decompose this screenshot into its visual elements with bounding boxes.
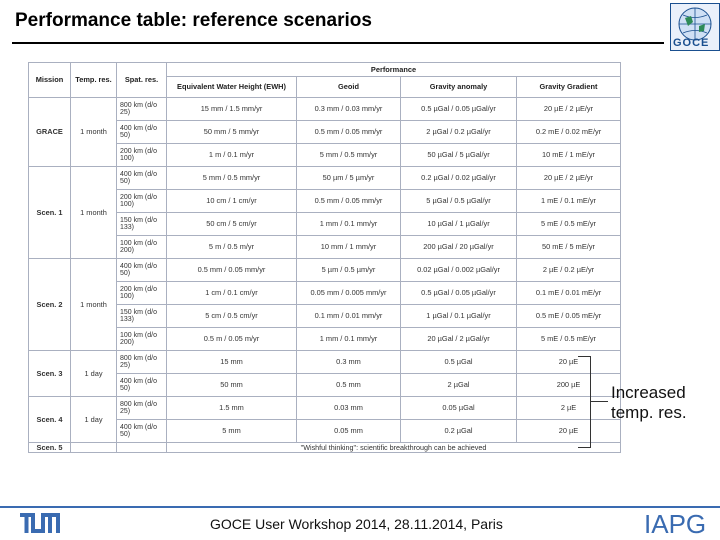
table-row: [29, 121, 621, 144]
mission-cell: Scen. 4: [29, 397, 71, 443]
geoid-cell: 5 µm / 0.5 µm/yr: [297, 259, 401, 282]
geoid-cell: 0.05 mm: [297, 420, 401, 443]
logo-text: GOCE: [673, 37, 710, 49]
gravity-anomaly-cell: 2 µGal / 0.2 µGal/yr: [401, 121, 517, 144]
geoid-cell: 0.5 mm / 0.05 mm/yr: [297, 190, 401, 213]
gravity-gradient-cell: 50 mE / 5 mE/yr: [517, 236, 621, 259]
header-gravity-anomaly: Gravity anomaly: [401, 77, 517, 98]
title-divider: [12, 42, 664, 44]
ewh-cell: 0.5 mm / 0.05 mm/yr: [167, 259, 297, 282]
iapg-logo: IAPG: [644, 509, 707, 539]
table-row: [29, 259, 621, 282]
gravity-anomaly-cell: 10 µGal / 1 µGal/yr: [401, 213, 517, 236]
gravity-gradient-cell: 2 µE: [517, 397, 621, 420]
geoid-cell: 1 mm / 0.1 mm/yr: [297, 328, 401, 351]
ewh-cell: 10 cm / 1 cm/yr: [167, 190, 297, 213]
header-mission: Mission: [29, 63, 71, 98]
spat-res-cell: 200 km (d/o 100): [117, 190, 167, 213]
gravity-anomaly-cell: 2 µGal: [401, 374, 517, 397]
ewh-cell: 5 mm / 0.5 mm/yr: [167, 167, 297, 190]
table-header-row: [29, 63, 621, 77]
gravity-gradient-cell: 10 mE / 1 mE/yr: [517, 144, 621, 167]
footer-text: GOCE User Workshop 2014, 28.11.2014, Paris: [210, 516, 503, 532]
table-row: [29, 443, 621, 453]
gravity-gradient-cell: 0.5 mE / 0.05 mE/yr: [517, 305, 621, 328]
ewh-cell: 15 mm: [167, 351, 297, 374]
geoid-cell: 0.3 mm / 0.03 mm/yr: [297, 98, 401, 121]
spat-res-cell: 200 km (d/o 100): [117, 144, 167, 167]
table-row: [29, 213, 621, 236]
gravity-anomaly-cell: 0.05 µGal: [401, 397, 517, 420]
geoid-cell: 0.5 mm / 0.05 mm/yr: [297, 121, 401, 144]
table-row: [29, 236, 621, 259]
header-gravity-gradient: Gravity Gradient: [517, 77, 621, 98]
spat-res-cell: 200 km (d/o 100): [117, 282, 167, 305]
geoid-cell: 0.3 mm: [297, 351, 401, 374]
geoid-cell: 0.5 mm: [297, 374, 401, 397]
gravity-gradient-cell: 5 mE / 0.5 mE/yr: [517, 328, 621, 351]
header-performance: Performance: [167, 63, 621, 77]
spat-res-cell: 400 km (d/o 50): [117, 121, 167, 144]
header-temp-res: Temp. res.: [71, 63, 117, 98]
ewh-cell: 1.5 mm: [167, 397, 297, 420]
geoid-cell: 1 mm / 0.1 mm/yr: [297, 213, 401, 236]
table-row: [29, 420, 621, 443]
temp-res-cell: 1 month: [71, 98, 117, 167]
mission-cell: GRACE: [29, 98, 71, 167]
ewh-cell: 15 mm / 1.5 mm/yr: [167, 98, 297, 121]
gravity-gradient-cell: 200 µE: [517, 374, 621, 397]
gravity-anomaly-cell: 0.5 µGal: [401, 351, 517, 374]
gravity-anomaly-cell: 0.02 µGal / 0.002 µGal/yr: [401, 259, 517, 282]
gravity-gradient-cell: 20 µE / 2 µE/yr: [517, 167, 621, 190]
spat-res-cell: 100 km (d/o 200): [117, 236, 167, 259]
gravity-anomaly-cell: 20 µGal / 2 µGal/yr: [401, 328, 517, 351]
gravity-gradient-cell: 0.2 mE / 0.02 mE/yr: [517, 121, 621, 144]
ewh-cell: 5 mm: [167, 420, 297, 443]
gravity-gradient-cell: 5 mE / 0.5 mE/yr: [517, 213, 621, 236]
ewh-cell: 0.5 m / 0.05 m/yr: [167, 328, 297, 351]
table-row: [29, 190, 621, 213]
gravity-anomaly-cell: 5 µGal / 0.5 µGal/yr: [401, 190, 517, 213]
ewh-cell: 50 mm / 5 mm/yr: [167, 121, 297, 144]
spat-res-cell: 400 km (d/o 50): [117, 420, 167, 443]
spat-res-cell: 150 km (d/o 133): [117, 305, 167, 328]
mission-cell: Scen. 5: [29, 443, 71, 453]
geoid-cell: 5 mm / 0.5 mm/yr: [297, 144, 401, 167]
spat-res-cell: 100 km (d/o 200): [117, 328, 167, 351]
temp-res-cell: [71, 443, 117, 453]
header-spat-res: Spat. res.: [117, 63, 167, 98]
slide-title: Performance table: reference scenarios: [15, 10, 372, 31]
spat-res-cell: 800 km (d/o 25): [117, 98, 167, 121]
geoid-cell: 10 mm / 1 mm/yr: [297, 236, 401, 259]
geoid-cell: 0.03 mm: [297, 397, 401, 420]
ewh-cell: 50 cm / 5 cm/yr: [167, 213, 297, 236]
spat-res-cell: 800 km (d/o 25): [117, 397, 167, 420]
gravity-anomaly-cell: 1 µGal / 0.1 µGal/yr: [401, 305, 517, 328]
spat-res-cell: 400 km (d/o 50): [117, 259, 167, 282]
gravity-anomaly-cell: 50 µGal / 5 µGal/yr: [401, 144, 517, 167]
temp-res-cell: 1 day: [71, 397, 117, 443]
table-row: [29, 374, 621, 397]
header-ewh: Equivalent Water Height (EWH): [167, 77, 297, 98]
gravity-gradient-cell: 1 mE / 0.1 mE/yr: [517, 190, 621, 213]
gravity-gradient-cell: 2 µE / 0.2 µE/yr: [517, 259, 621, 282]
tum-logo-icon: [20, 513, 60, 533]
geoid-cell: 50 µm / 5 µm/yr: [297, 167, 401, 190]
table-row: [29, 282, 621, 305]
gravity-gradient-cell: 20 µE: [517, 351, 621, 374]
bracket-pointer: [590, 401, 608, 402]
mission-cell: Scen. 3: [29, 351, 71, 397]
gravity-gradient-cell: 20 µE: [517, 420, 621, 443]
ewh-cell: 1 m / 0.1 m/yr: [167, 144, 297, 167]
spat-res-cell: 400 km (d/o 50): [117, 374, 167, 397]
bracket-line: [578, 356, 591, 448]
spat-res-cell: 800 km (d/o 25): [117, 351, 167, 374]
geoid-cell: 0.1 mm / 0.01 mm/yr: [297, 305, 401, 328]
ewh-cell: 5 cm / 0.5 cm/yr: [167, 305, 297, 328]
ewh-cell: 50 mm: [167, 374, 297, 397]
goce-logo: [670, 3, 720, 51]
ewh-cell: 1 cm / 0.1 cm/yr: [167, 282, 297, 305]
table-row: [29, 397, 621, 420]
gravity-anomaly-cell: 200 µGal / 20 µGal/yr: [401, 236, 517, 259]
table-row: [29, 328, 621, 351]
gravity-anomaly-cell: 0.2 µGal / 0.02 µGal/yr: [401, 167, 517, 190]
geoid-cell: 0.05 mm / 0.005 mm/yr: [297, 282, 401, 305]
temp-res-cell: 1 month: [71, 167, 117, 259]
wishful-thinking-note: "Wishful thinking": scientific breakthrough can be achieved: [167, 443, 621, 453]
spat-res-cell: 150 km (d/o 133): [117, 213, 167, 236]
table-row: [29, 98, 621, 121]
temp-res-cell: 1 month: [71, 259, 117, 351]
increased-temp-res-annotation: Increased temp. res.: [611, 383, 687, 422]
ewh-cell: 5 m / 0.5 m/yr: [167, 236, 297, 259]
performance-table: [28, 62, 621, 453]
footer-divider: [0, 506, 720, 508]
table-row: [29, 305, 621, 328]
table-row: [29, 351, 621, 374]
table-row: [29, 167, 621, 190]
mission-cell: Scen. 2: [29, 259, 71, 351]
header-geoid: Geoid: [297, 77, 401, 98]
temp-res-cell: 1 day: [71, 351, 117, 397]
gravity-anomaly-cell: 0.5 µGal / 0.05 µGal/yr: [401, 98, 517, 121]
table-row: [29, 144, 621, 167]
spat-res-cell: 400 km (d/o 50): [117, 167, 167, 190]
gravity-anomaly-cell: 0.2 µGal: [401, 420, 517, 443]
spat-res-cell: [117, 443, 167, 453]
mission-cell: Scen. 1: [29, 167, 71, 259]
gravity-anomaly-cell: 0.5 µGal / 0.05 µGal/yr: [401, 282, 517, 305]
gravity-gradient-cell: 0.1 mE / 0.01 mE/yr: [517, 282, 621, 305]
gravity-gradient-cell: 20 µE / 2 µE/yr: [517, 98, 621, 121]
